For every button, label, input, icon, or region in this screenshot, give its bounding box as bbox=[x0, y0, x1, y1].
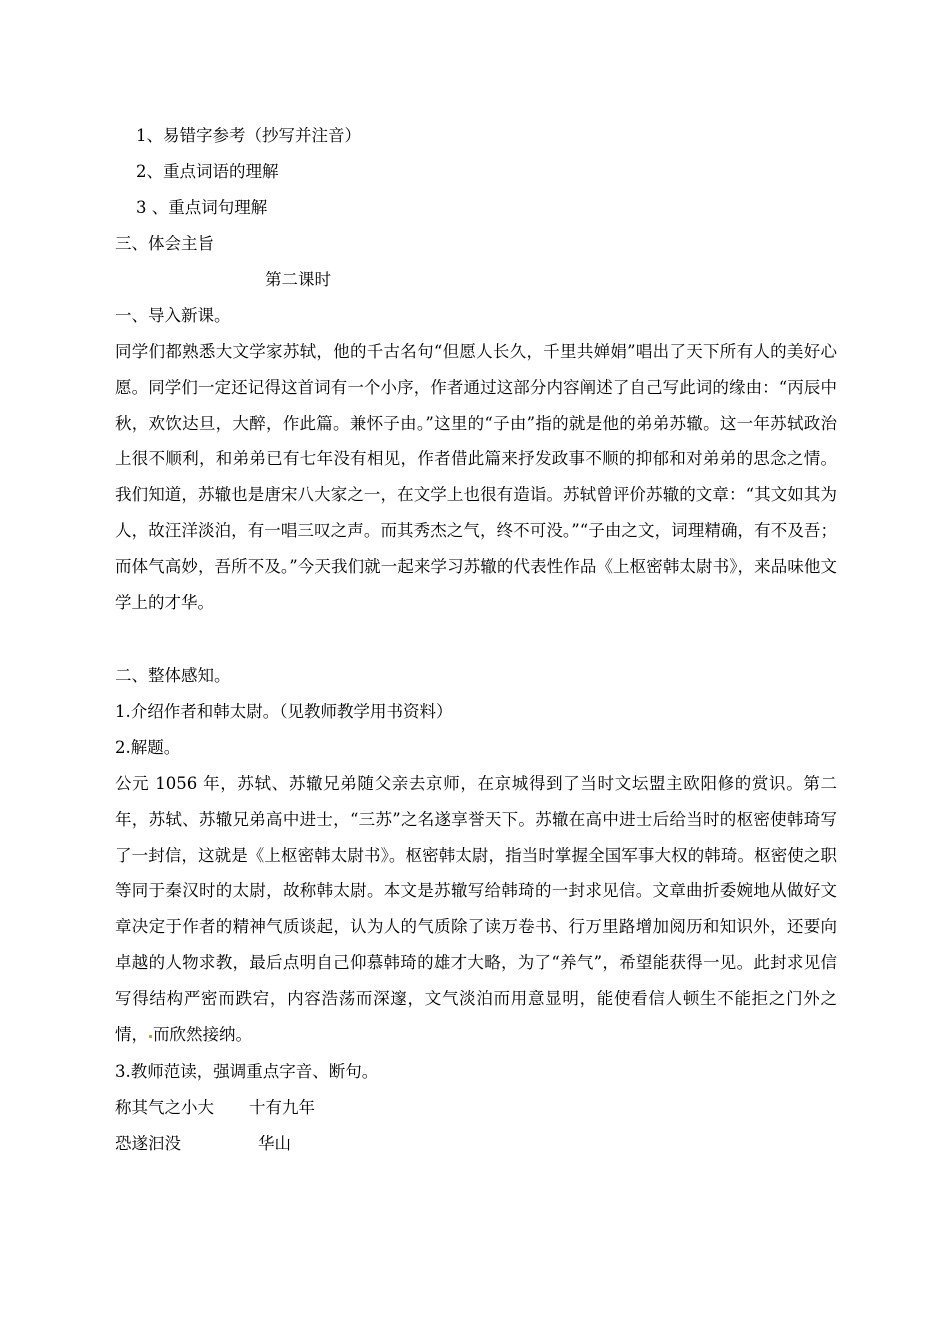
section-heading-overview: 二、整体感知。 bbox=[115, 666, 231, 685]
lesson-title: 第二课时 bbox=[265, 270, 331, 289]
outline-item-3: 3 、重点词句理解 bbox=[136, 198, 268, 217]
step-2: 2.解题。 bbox=[115, 738, 181, 757]
phrase-3: 恐遂汩没 bbox=[115, 1134, 181, 1153]
explanation-text-end: 而欣然接纳。 bbox=[153, 1024, 252, 1044]
outline-item-2: 2、重点词语的理解 bbox=[136, 162, 279, 181]
step-3: 3.教师范读，强调重点字音、断句。 bbox=[115, 1062, 379, 1081]
outline-item-1: 1、易错字参考（抄写并注音） bbox=[136, 126, 361, 145]
explanation-paragraph bbox=[115, 766, 837, 1052]
phrase-1: 称其气之小大 bbox=[115, 1098, 214, 1117]
explanation-text: 公元 1056 年，苏轼、苏辙兄弟随父亲去京师，在京城得到了当时文坛盟主欧阳修的赏识。第二年，苏轼、苏辙兄弟高中进士，“三苏”之名遂享誉天下。苏辙在高中进士后给当时的枢密使韩琦写了一封信，这就是《上枢密韩太尉书》。枢密韩太尉，指当时掌握全国军事大权的韩琦。枢密使之职等同于秦汉时的太尉，故称韩太尉。本文是苏辙写给韩琦的一封求见信。文章曲折委婉地从做好文章决定于作者的精神气质谈起，认为人的气质除了读万卷书、行万里路增加阅历和知识外，还要向卓越的人物求教，最后点明自己仰慕韩琦的雄才大略，为了“养气”，希望能获得一见。此封求见信写得结构严密而跌宕，内容浩荡而深邃，文气淡泊而用意显明，能使看信人顿生不能拒之门外之情， bbox=[115, 774, 837, 1044]
section-heading-intro: 一、导入新课。 bbox=[115, 306, 231, 325]
phrase-4: 华山 bbox=[258, 1134, 291, 1153]
section-heading-theme: 三、体会主旨 bbox=[115, 234, 214, 253]
intro-paragraph: 同学们都熟悉大文学家苏轼，他的千古名句“但愿人长久，千里共婵娟”唱出了天下所有人的美好心愿。同学们一定还记得这首词有一个小序，作者通过这部分内容阐述了自己写此词的缘由：“丙辰中秋，欢饮达旦，大醉，作此篇。兼怀子由。”这里的“子由”指的就是他的弟弟苏辙。这一年苏轼政治上很不顺利，和弟弟已有七年没有相见，作者借此篇来抒发政事不顺的抑郁和对弟弟的思念之情。我们知道，苏辙也是唐宋八大家之一，在文学上也很有造诣。苏轼曾评价苏辙的文章：“其文如其为人，故汪洋淡泊，有一唱三叹之声。而其秀杰之气，终不可没。”“子由之文，词理精确，有不及吾；而体气高妙，吾所不及。”今天我们就一起来学习苏辙的代表性作品《上枢密韩太尉书》，来品味他文学上的才华。 bbox=[115, 342, 837, 612]
mark-dot bbox=[149, 1035, 152, 1038]
phrase-2: 十有九年 bbox=[249, 1098, 315, 1117]
step-1: 1.介绍作者和韩太尉。（见教师教学用书资料） bbox=[115, 702, 453, 721]
